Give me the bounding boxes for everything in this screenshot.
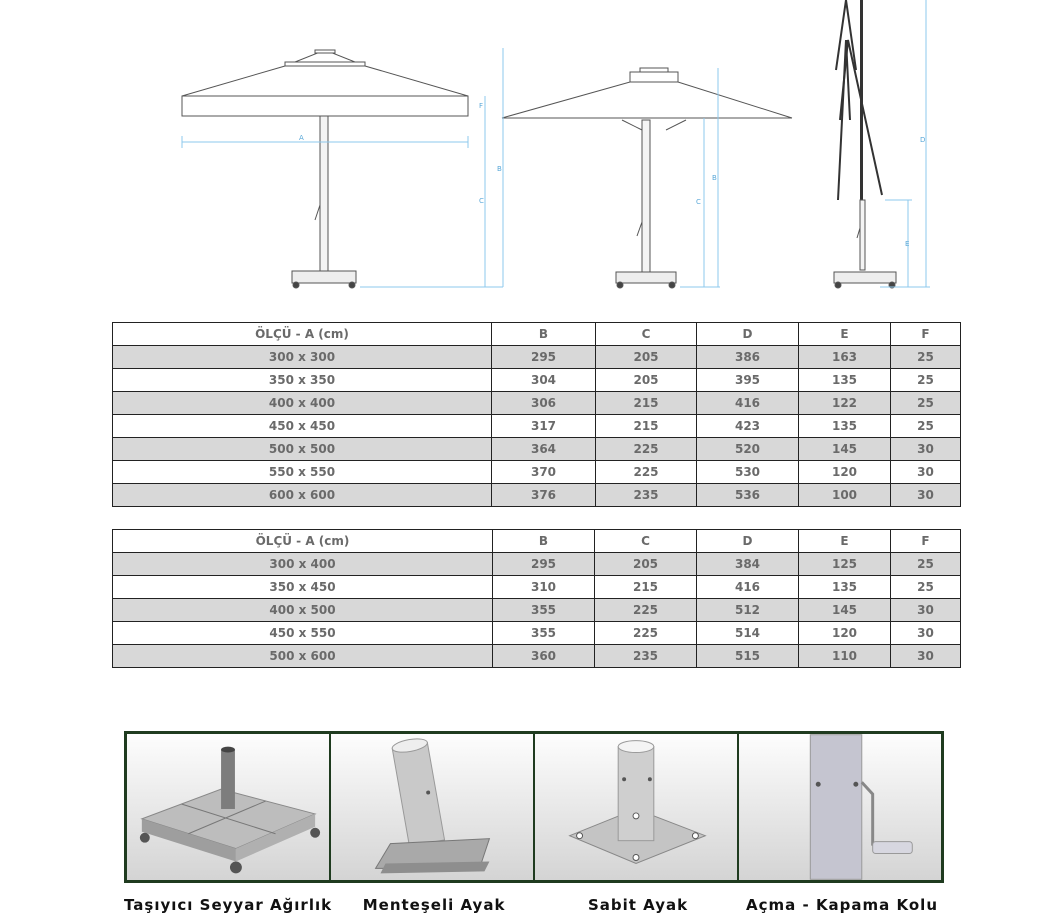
table-cell: 310 [493,576,595,599]
table-cell: 364 [492,438,596,461]
dimension-label-d: D [920,136,926,144]
caption-mobile-weight-base: Taşıyıcı Seyyar Ağırlık [124,896,333,914]
table-row [113,484,961,507]
table-cell: 125 [799,553,891,576]
header-c: C [595,530,697,553]
dimension-label-a: A [299,134,304,142]
header-b: B [493,530,595,553]
crank-handle-image [739,734,941,880]
accessory-gallery [124,731,944,883]
table-cell: 30 [891,622,961,645]
table-cell: 235 [596,484,697,507]
table-cell: 416 [697,392,799,415]
table-cell: 25 [891,392,961,415]
table-cell: 100 [799,484,891,507]
table-cell: 530 [697,461,799,484]
header-d: D [697,323,799,346]
header-f: F [891,530,961,553]
umbrella-open-sloped-diagram [502,68,792,288]
table-cell: 500 x 500 [113,438,492,461]
table-cell: 215 [596,392,697,415]
table-cell: 225 [596,461,697,484]
table-cell: 370 [492,461,596,484]
header-e: E [799,323,891,346]
table-cell: 135 [799,576,891,599]
table-cell: 306 [492,392,596,415]
table-cell: 225 [595,599,697,622]
table-cell: 416 [697,576,799,599]
table-cell: 30 [891,438,961,461]
header-size: ÖLÇÜ - A (cm) [113,323,492,346]
table-cell: 135 [799,415,891,438]
header-size: ÖLÇÜ - A (cm) [113,530,493,553]
table-cell: 122 [799,392,891,415]
dimension-label-f: F [479,102,484,110]
table-cell: 25 [891,576,961,599]
table-cell: 25 [891,415,961,438]
header-f: F [891,323,961,346]
table-row [113,438,961,461]
table-cell: 215 [596,415,697,438]
table-cell: 25 [891,346,961,369]
table-cell: 120 [799,622,891,645]
table-cell: 423 [697,415,799,438]
table-cell: 215 [595,576,697,599]
table-cell: 355 [493,599,595,622]
table-cell: 355 [493,622,595,645]
table-cell: 235 [595,645,697,668]
table-cell: 205 [595,553,697,576]
table-cell: 384 [697,553,799,576]
dimension-label-b2: B [712,174,717,182]
table-cell: 395 [697,369,799,392]
hinged-foot-image [331,734,533,880]
table-cell: 520 [697,438,799,461]
table-cell: 163 [799,346,891,369]
table-row [113,622,961,645]
table-cell: 350 x 350 [113,369,492,392]
header-c: C [596,323,697,346]
table-cell: 300 x 400 [113,553,493,576]
table-cell: 304 [492,369,596,392]
header-b: B [492,323,596,346]
table-cell: 514 [697,622,799,645]
table-row [113,415,961,438]
table-cell: 295 [493,553,595,576]
umbrella-open-flat-diagram [182,50,468,288]
fixed-foot-icon [535,734,737,880]
hinged-foot-icon [331,734,533,880]
table-cell: 120 [799,461,891,484]
table-cell: 205 [596,346,697,369]
table-cell: 450 x 450 [113,415,492,438]
table-cell: 400 x 400 [113,392,492,415]
mobile-weight-base-icon [127,734,329,880]
table-cell: 225 [596,438,697,461]
dimension-label-b: B [497,165,502,173]
dimension-label-e: E [905,240,910,248]
table-cell: 25 [891,369,961,392]
dimension-label-c2: C [696,198,701,206]
table-cell: 110 [799,645,891,668]
caption-hinged-foot: Menteşeli Ayak [362,896,506,914]
table-row [113,392,961,415]
table-row [113,461,961,484]
table-cell: 515 [697,645,799,668]
table-cell: 350 x 450 [113,576,493,599]
table-cell: 300 x 300 [113,346,492,369]
table-cell: 317 [492,415,596,438]
table-cell: 376 [492,484,596,507]
table-cell: 205 [596,369,697,392]
crank-handle-icon [739,734,941,880]
umbrella-dimension-diagrams [160,0,950,300]
header-e: E [799,530,891,553]
table-cell: 145 [799,599,891,622]
fixed-foot-image [535,734,737,880]
caption-fixed-foot: Sabit Ayak [587,896,689,914]
table-row [113,599,961,622]
caption-crank-handle: Açma - Kapama Kolu [746,896,939,914]
table-cell: 145 [799,438,891,461]
table-cell: 500 x 600 [113,645,493,668]
table-cell: 386 [697,346,799,369]
mobile-weight-base-image [127,734,329,880]
table-cell: 295 [492,346,596,369]
table-row [113,346,961,369]
table-cell: 25 [891,553,961,576]
table-cell: 135 [799,369,891,392]
table-cell: 30 [891,484,961,507]
table-cell: 550 x 550 [113,461,492,484]
square-size-table [112,322,961,507]
table-cell: 30 [891,645,961,668]
table-cell: 536 [697,484,799,507]
table-header-row [113,323,961,346]
table-cell: 512 [697,599,799,622]
dimension-label-c: C [479,197,484,205]
table-cell: 450 x 550 [113,622,493,645]
header-d: D [697,530,799,553]
table-cell: 600 x 600 [113,484,492,507]
rectangular-size-table [112,529,961,668]
table-row [113,369,961,392]
table-row [113,645,961,668]
table-cell: 30 [891,599,961,622]
table-row [113,553,961,576]
table-cell: 400 x 500 [113,599,493,622]
table-cell: 30 [891,461,961,484]
umbrella-closed-diagram [834,0,896,288]
accessory-captions [124,896,944,914]
table-cell: 225 [595,622,697,645]
table-row [113,576,961,599]
table-header-row [113,530,961,553]
table-cell: 360 [493,645,595,668]
